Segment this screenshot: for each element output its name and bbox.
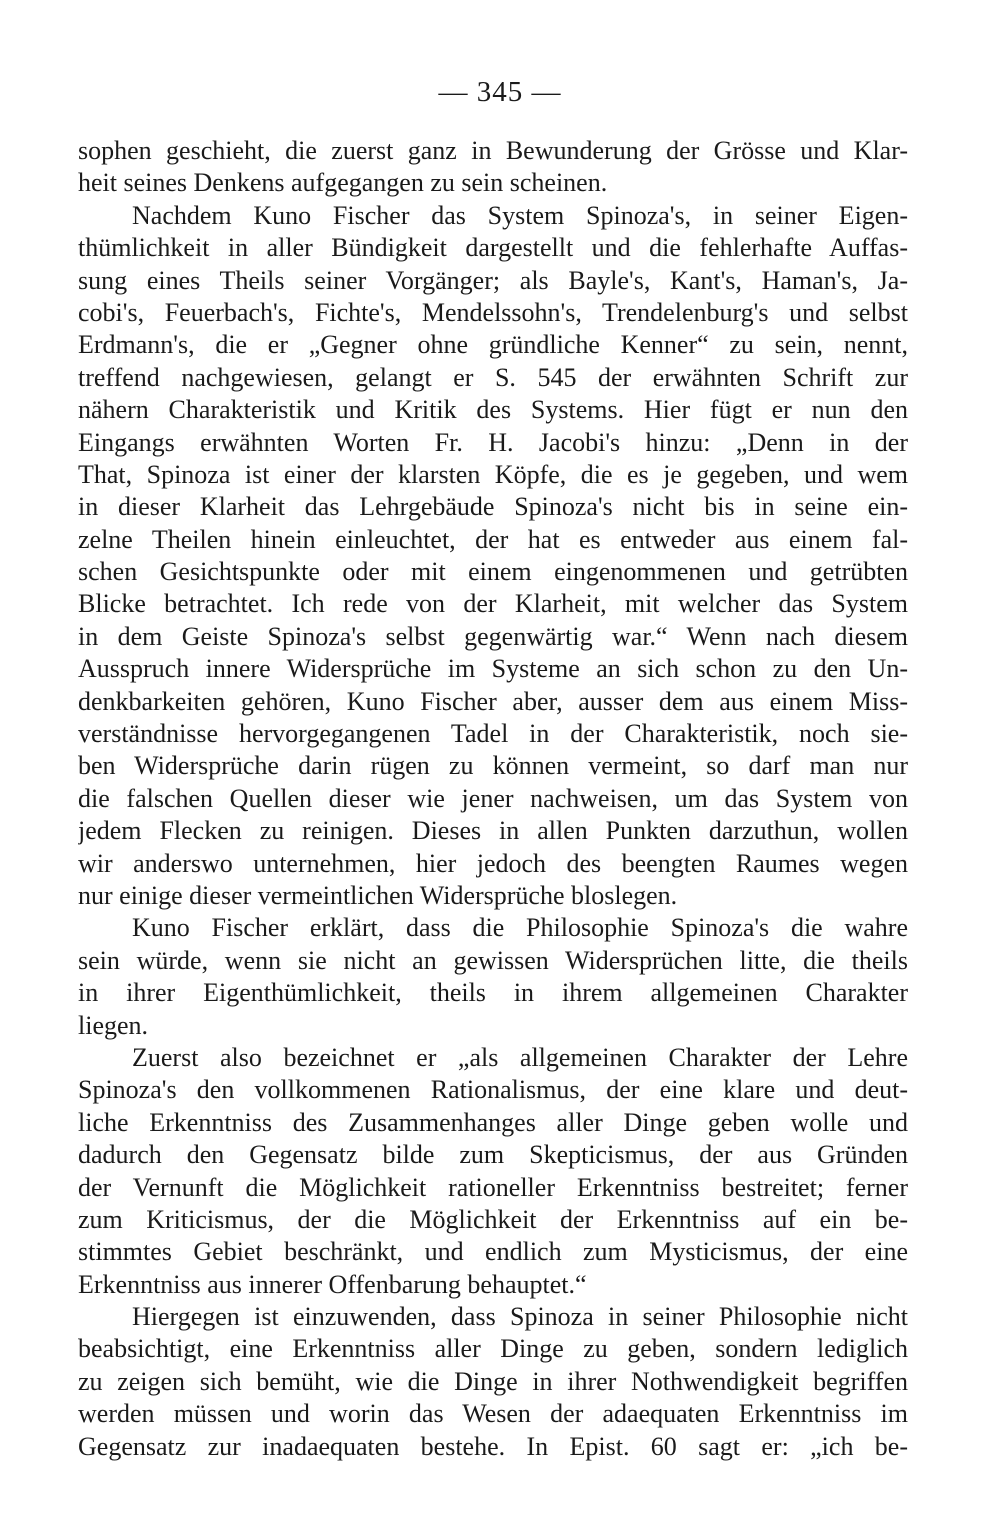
text-line: in dieser Klarheit das Lehrgebäude Spinoza's nicht bis in seine ein-	[78, 492, 908, 522]
text-line: ben Widersprüche darin rügen zu können vermeint, so darf man nur	[78, 751, 908, 781]
text-line: Hiergegen ist einzuwenden, dass Spinoza in seiner Philosophie nicht	[132, 1302, 908, 1332]
text-line: schen Gesichtspunkte oder mit einem eingenommenen und getrübten	[78, 557, 908, 587]
text-line: zu zeigen sich bemüht, wie die Dinge in ihrer Nothwendigkeit begriffen	[78, 1366, 908, 1396]
body-text	[78, 135, 908, 1463]
text-line: stimmtes Gebiet beschränkt, und endlich zum Mysticismus, der eine	[78, 1237, 908, 1267]
text-line: sung eines Theils seiner Vorgänger; als Bayle's, Kant's, Haman's, Ja-	[78, 265, 908, 295]
text-line: liche Erkenntniss des Zusammenhanges aller Dinge geben wolle und	[78, 1107, 908, 1137]
text-line: liegen.	[78, 1010, 149, 1040]
text-line: beabsichtigt, eine Erkenntniss aller Dinge zu geben, sondern lediglich	[78, 1334, 908, 1364]
text-line: Eingangs erwähnten Worten Fr. H. Jacobi's hinzu: „Denn in der	[78, 427, 908, 457]
text-line: Blicke betrachtet. Ich rede von der Klarheit, mit welcher das System	[78, 589, 908, 619]
text-line: That, Spinoza ist einer der klarsten Köpfe, die es je gegeben, und wem	[78, 459, 908, 489]
text-line: zelne Theilen hinein einleuchtet, der hat es entweder aus einem fal-	[78, 524, 908, 554]
text-line: Gegensatz zur inadaequaten bestehe. In Epist. 60 sagt er: „ich be-	[78, 1431, 908, 1461]
text-line: treffend nachgewiesen, gelangt er S. 545 der erwähnten Schrift zur	[78, 362, 908, 392]
text-line: Nachdem Kuno Fischer das System Spinoza's, in seiner Eigen-	[132, 200, 908, 230]
text-line: wir anderswo unternehmen, hier jedoch des beengten Raumes wegen	[78, 848, 908, 878]
text-line: nähern Charakteristik und Kritik des Systems. Hier fügt er nun den	[78, 395, 908, 425]
text-line: der Vernunft die Möglichkeit rationeller Erkenntniss bestreitet; ferner	[78, 1172, 908, 1202]
page-number: — 345 —	[438, 76, 562, 108]
text-line: die falschen Quellen dieser wie jener nachweisen, um das System von	[78, 783, 908, 813]
text-line: sein würde, wenn sie nicht an gewissen Widersprüchen litte, die theils	[78, 945, 908, 975]
text-line: thümlichkeit in aller Bündigkeit dargestellt und die fehlerhafte Auffas-	[78, 233, 908, 263]
text-line: in dem Geiste Spinoza's selbst gegenwärtig war.“ Wenn nach diesem	[78, 621, 908, 651]
text-line: heit seines Denkens aufgegangen zu sein scheinen.	[78, 168, 608, 198]
text-line: verständnisse hervorgegangenen Tadel in der Charakteristik, noch sie-	[78, 719, 908, 749]
text-line: Ausspruch innere Widersprüche im Systeme an sich schon zu den Un-	[78, 654, 908, 684]
text-line: in ihrer Eigenthümlichkeit, theils in ihrem allgemeinen Charakter	[78, 978, 908, 1008]
text-line: Spinoza's den vollkommenen Rationalismus, der eine klare und deut-	[78, 1075, 908, 1105]
text-line: Erkenntniss aus innerer Offenbarung behauptet.“	[78, 1269, 587, 1299]
text-line: werden müssen und worin das Wesen der adaequaten Erkenntniss im	[78, 1399, 908, 1429]
text-line: dadurch den Gegensatz bilde zum Skepticismus, der aus Gründen	[78, 1140, 908, 1170]
text-line: denkbarkeiten gehören, Kuno Fischer aber, ausser dem aus einem Miss-	[78, 686, 908, 716]
text-line: Zuerst also bezeichnet er „als allgemeinen Charakter der Lehre	[132, 1042, 908, 1072]
text-line: Kuno Fischer erklärt, dass die Philosophie Spinoza's die wahre	[132, 913, 908, 943]
text-line: cobi's, Feuerbach's, Fichte's, Mendelssohn's, Trendelenburg's und selbst	[78, 297, 908, 327]
text-line: jedem Flecken zu reinigen. Dieses in allen Punkten darzuthun, wollen	[78, 816, 908, 846]
text-line: sophen geschieht, die zuerst ganz in Bewunderung der Grösse und Klar-	[78, 136, 908, 165]
text-line: zum Kriticismus, der die Möglichkeit der Erkenntniss auf ein be-	[78, 1204, 908, 1234]
text-line: nur einige dieser vermeintlichen Widersprüche bloslegen.	[78, 880, 678, 910]
text-line: Erdmann's, die er „Gegner ohne gründliche Kenner“ zu sein, nennt,	[78, 330, 908, 360]
